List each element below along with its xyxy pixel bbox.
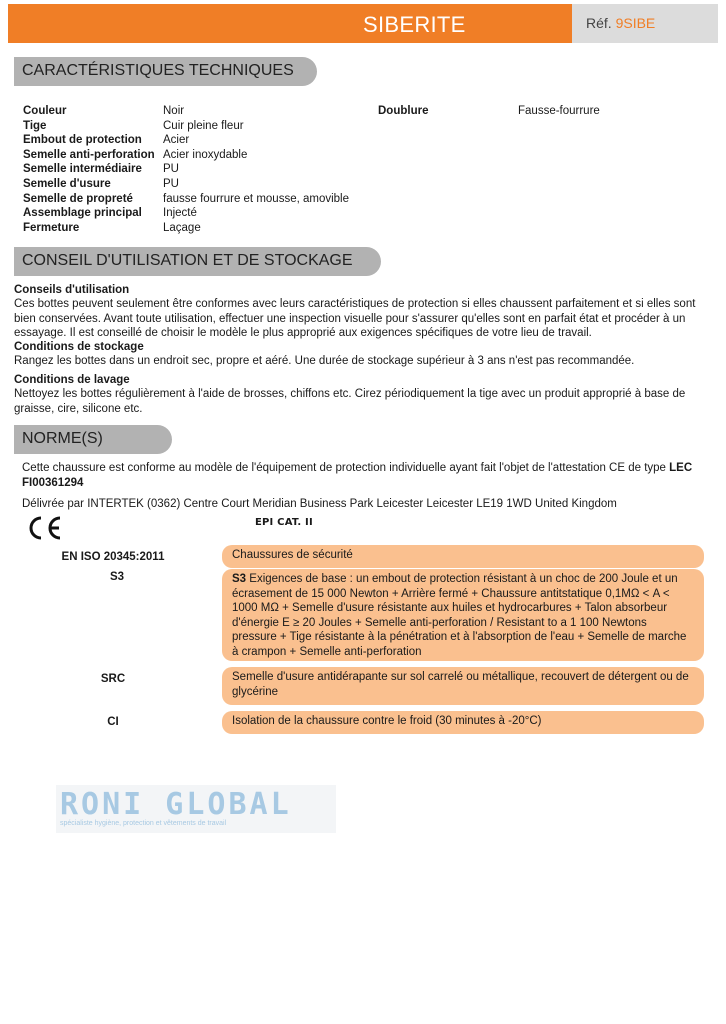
section-heading-normes [14, 425, 172, 454]
section-heading-conseil [14, 247, 381, 276]
spec-label: Semelle intermédiaire [23, 163, 142, 176]
spec-value: Cuir pleine fleur [163, 119, 244, 132]
conformity-statement [22, 461, 712, 490]
spec-value: Acier [163, 134, 190, 147]
header-title-band [8, 4, 572, 43]
spec-value: Acier inoxydable [163, 148, 248, 161]
ci-code: CI [107, 716, 119, 728]
ci-description: Isolation de la chaussure contre le froid (30 minutes à -20°C) [222, 711, 704, 734]
section-heading-conseil-label: CONSEIL D'UTILISATION ET DE STOCKAGE [22, 252, 353, 269]
spec-label: Semelle anti-perforation [23, 148, 155, 161]
section-heading-specs-label: CARACTÉRISTIQUES TECHNIQUES [22, 62, 294, 79]
section-heading-specs [14, 57, 317, 86]
spec-value: PU [163, 163, 179, 176]
company-logo [56, 785, 336, 833]
spec-value: fausse fourrure et mousse, amovible [163, 192, 350, 205]
spec-value: Injecté [163, 207, 197, 220]
spec-value: Fausse-fourrure [518, 105, 600, 117]
spec-label: Tige [23, 119, 47, 132]
storage-title: Conditions de stockage [14, 341, 144, 353]
s3-code: S3 [109, 571, 125, 583]
reference-label: Réf. [586, 15, 612, 31]
spec-value: PU [163, 178, 179, 190]
ce-mark-icon [24, 514, 64, 542]
header-bar [8, 4, 718, 43]
spec-label: Couleur [23, 105, 67, 117]
logo-tagline: spécialiste hygiène, protection et vêtements de travail [60, 820, 227, 827]
reference-box [572, 4, 718, 43]
conformity-text: Cette chaussure est conforme au modèle de l'équipement de protection individuelle ayant fait l'objet de l'attestation CE de type [22, 462, 666, 474]
issuer-text: Délivrée par INTERTEK (0362) Centre Court Meridian Business Park Leicester Leicester LE19 1WD United Kingdom [22, 498, 617, 510]
usage-title: Conseils d'utilisation [14, 284, 130, 296]
certificate-number: LEC FI00361294 [22, 462, 693, 489]
spec-label: Assemblage principal [23, 207, 142, 220]
section-heading-normes-label: NORME(S) [22, 430, 103, 447]
product-title: SIBERITE [363, 12, 466, 37]
usage-text: Ces bottes peuvent seulement être conformes avec leurs caractéristiques de protection si elles chaussent parfaitement et si elles sont bien conservées. Avant toute utilisation, effectuer une inspection visuelle pour s'assurer qu'elles sont en parfait état et procéder à un essayage. Il est conseillé de choisir le modèle le plus approprié aux exigences spécifiques de votre lieu de travail. [14, 298, 696, 339]
spec-label: Semelle de propreté [23, 192, 133, 205]
src-code: SRC [100, 673, 126, 685]
spec-label: Doublure [378, 105, 429, 117]
logo-name: RONI GLOBAL [60, 787, 292, 822]
spec-label: Embout de protection [23, 134, 142, 147]
wash-title: Conditions de lavage [14, 374, 130, 386]
wash-text: Nettoyez les bottes régulièrement à l'aide de brosses, chiffons etc. Cirez périodiquement la tige avec un produit approprié à base de graisse, cire, silicone etc. [14, 388, 686, 415]
standard-code: EN ISO 20345:2011 [61, 551, 165, 563]
spec-label: Semelle d'usure [23, 178, 111, 190]
s3-description-code: S3 [232, 573, 247, 585]
reference-code: 9SIBE [615, 15, 656, 31]
storage-text: Rangez les bottes dans un endroit sec, propre et aéré. Une durée de stockage supérieur à 3 ans n'est pas recommandée. [14, 355, 635, 367]
spec-value: Noir [163, 105, 185, 117]
s3-description-text: Exigences de base : un embout de protection résistant à un choc de 200 Joule et un écrasement de 15 000 Newton + Arrière fermé + Chaussure antitstatique 0,1MΩ < A < 1000 MΩ + Semelle d'usure résistante aux huiles et hydrocarbures + Talon absorbeur d'énergie E ≥ 20 Joules + Semelle anti-perforation / Resistant to a 1 100 Newtons pressure + Tige résistante à la pénétration et à l'absorption de l'eau + Semelle de marche à crampon + Semelle anti-perforation [232, 573, 687, 658]
reference [586, 15, 655, 31]
spec-value: Laçage [163, 221, 201, 234]
spec-label: Fermeture [23, 221, 80, 234]
epi-category: EPI CAT. II [255, 517, 313, 528]
s3-description [222, 569, 704, 661]
src-description: Semelle d'usure antidérapante sur sol carrelé ou métallique, recouvert de détergent ou de glycérine [222, 667, 704, 705]
standard-description: Chaussures de sécurité [222, 545, 704, 568]
